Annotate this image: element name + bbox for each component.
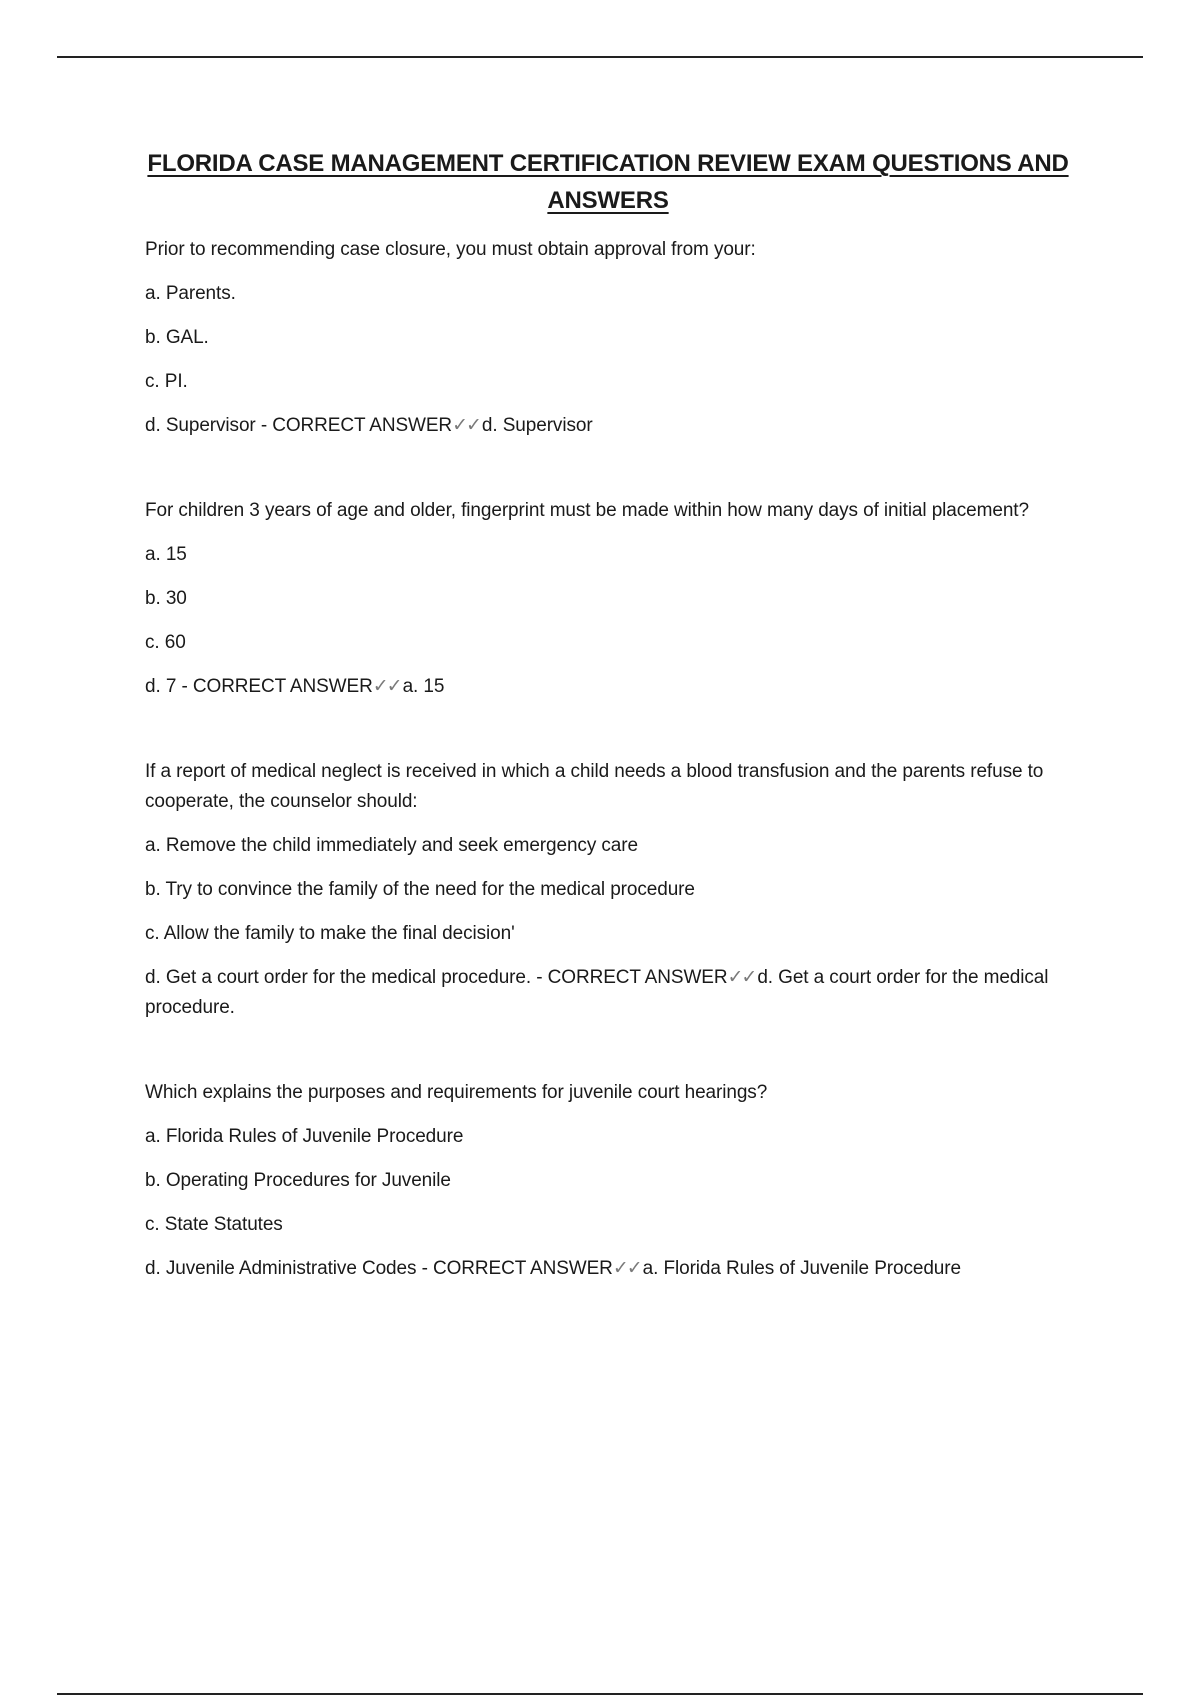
- option-d-with-answer: [145, 963, 1075, 1023]
- option-d-with-answer: [145, 672, 1075, 702]
- question-block: [145, 757, 1075, 1023]
- option-b: b. Operating Procedures for Juvenile: [145, 1170, 451, 1191]
- question-text: For children 3 years of age and older, fingerprint must be made within how many days of initial placement?: [145, 500, 1029, 521]
- correct-answer: d. Get a court order for the medical procedure.: [145, 967, 1049, 1018]
- correct-answer: d. Supervisor: [481, 415, 593, 436]
- check-icon: ✓✓: [372, 676, 401, 697]
- question-block: [145, 496, 1075, 702]
- correct-answer-marker: - CORRECT ANSWER: [421, 1258, 613, 1279]
- option-c: c. 60: [145, 632, 186, 653]
- correct-answer: a. 15: [402, 676, 445, 697]
- question-block: [145, 1078, 1075, 1284]
- option-d-with-answer: [145, 411, 1075, 441]
- check-icon: ✓✓: [727, 967, 756, 988]
- option-d: d. 7: [145, 676, 177, 697]
- option-b: b. Try to convince the family of the need for the medical procedure: [145, 879, 695, 900]
- option-a: a. 15: [145, 544, 187, 565]
- option-d: d. Juvenile Administrative Codes: [145, 1258, 417, 1279]
- option-c: c. PI.: [145, 371, 188, 392]
- option-a: a. Florida Rules of Juvenile Procedure: [145, 1126, 464, 1147]
- question-block: [145, 235, 1075, 441]
- option-b: b. GAL.: [145, 327, 209, 348]
- document-title: FLORIDA CASE MANAGEMENT CERTIFICATION REVIEW EXAM QUESTIONS AND ANSWERS: [147, 150, 1069, 214]
- option-a: a. Remove the child immediately and seek emergency care: [145, 835, 638, 856]
- question-text: Which explains the purposes and requirements for juvenile court hearings?: [145, 1082, 768, 1103]
- correct-answer-marker: - CORRECT ANSWER: [181, 676, 373, 697]
- option-b: b. 30: [145, 588, 187, 609]
- correct-answer-marker: - CORRECT ANSWER: [536, 967, 728, 988]
- check-icon: ✓✓: [612, 1258, 641, 1279]
- option-d: d. Get a court order for the medical procedure.: [145, 967, 532, 988]
- option-d-with-answer: [145, 1254, 1075, 1284]
- check-icon: ✓✓: [452, 415, 480, 436]
- top-rule: [57, 56, 1143, 58]
- option-c: c. State Statutes: [145, 1214, 283, 1235]
- option-a: a. Parents.: [145, 283, 236, 304]
- bottom-rule: [57, 1693, 1143, 1695]
- document-body: [145, 145, 1075, 1284]
- option-c: c. Allow the family to make the final decision': [145, 923, 515, 944]
- question-text: Prior to recommending case closure, you must obtain approval from your:: [145, 239, 756, 260]
- correct-answer: a. Florida Rules of Juvenile Procedure: [642, 1258, 961, 1279]
- option-d: d. Supervisor: [145, 415, 256, 436]
- question-text: If a report of medical neglect is received in which a child needs a blood transfusion and the parents refuse to cooperate, the counselor should:: [145, 761, 1044, 812]
- correct-answer-marker: - CORRECT ANSWER: [260, 415, 453, 436]
